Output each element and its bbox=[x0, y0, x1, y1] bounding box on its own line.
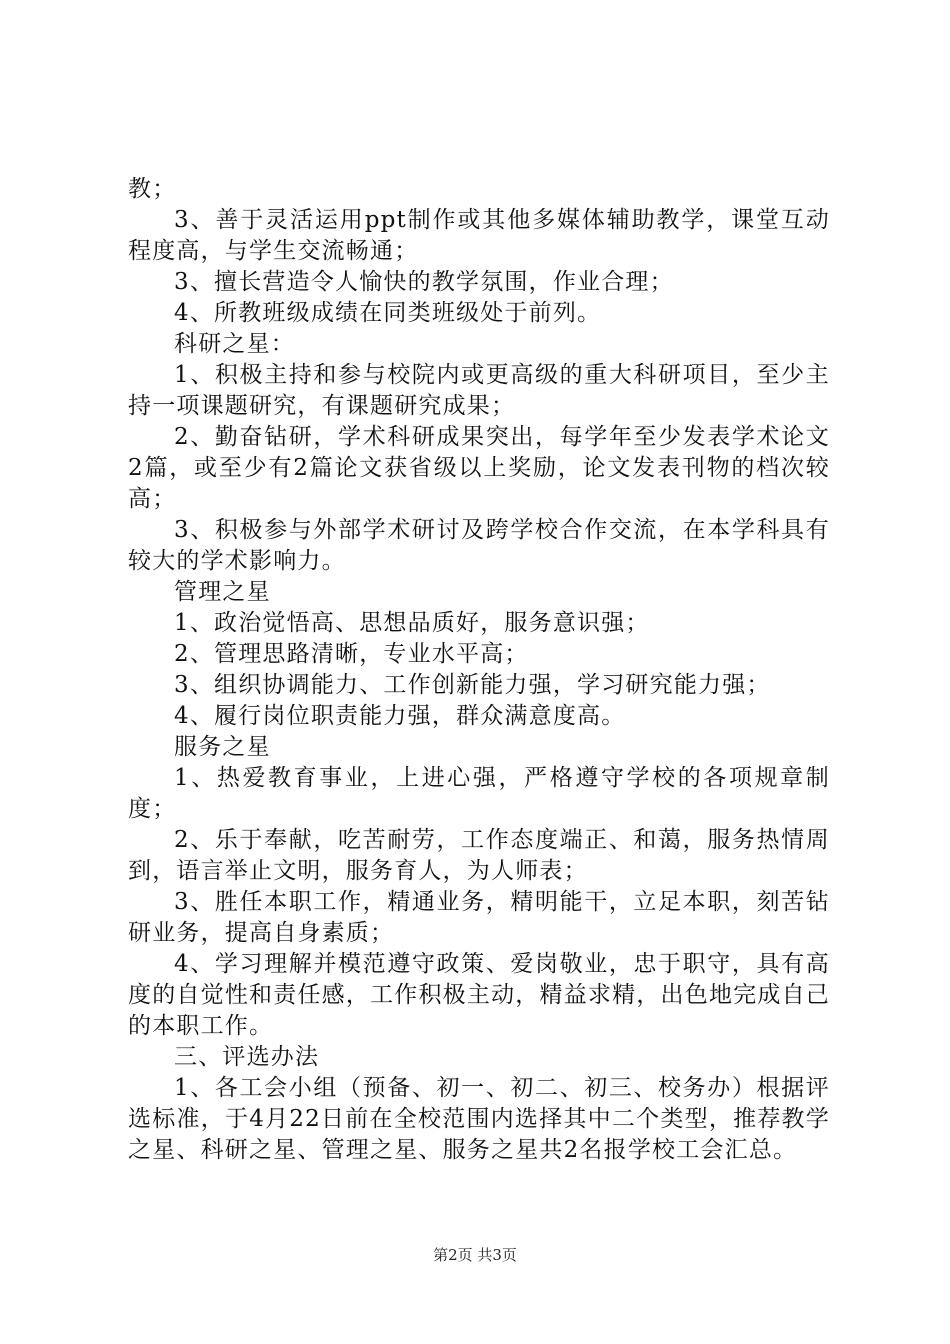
paragraph: 1、热爱教育事业，上进心强，严格遵守学校的各项规章制度； bbox=[128, 765, 830, 822]
paragraph: 4、学习理解并模范遵守政策、爱岗敬业，忠于职守，具有高度的自觉性和责任感，工作积极主动，精益求精，出色地完成自己的本职工作。 bbox=[128, 951, 830, 1039]
page-number-footer: 第2页 共3页 bbox=[433, 1246, 517, 1264]
section-heading-service-star: 服务之星 bbox=[174, 734, 271, 760]
paragraph: 3、擅长营造令人愉快的教学氛围，作业合理； bbox=[174, 269, 674, 295]
document-body bbox=[128, 174, 830, 1166]
paragraph: 2、乐于奉献，吃苦耐劳，工作态度端正、和蔼，服务热情周到，语言举止文明，服务育人，为人师表； bbox=[128, 827, 830, 884]
paragraph: 2、勤奋钻研，学术科研成果突出，每学年至少发表学术论文2篇，或至少有2篇论文获省级以上奖励，论文发表刊物的档次较高； bbox=[128, 424, 830, 512]
paragraph: 3、胜任本职工作，精通业务，精明能干，立足本职，刻苦钻研业务，提高自身素质； bbox=[128, 889, 830, 946]
paragraph: 4、所教班级成绩在同类班级处于前列。 bbox=[174, 300, 602, 326]
paragraph: 3、组织协调能力、工作创新能力强，学习研究能力强； bbox=[174, 672, 771, 698]
paragraph: 1、政治觉悟高、思想品质好，服务意识强； bbox=[174, 610, 650, 636]
paragraph: 3、善于灵活运用ppt制作或其他多媒体辅助教学，课堂互动程度高，与学生交流畅通； bbox=[128, 207, 830, 264]
section-heading-management-star: 管理之星 bbox=[174, 579, 271, 605]
section-heading-research-star: 科研之星： bbox=[174, 331, 295, 357]
paragraph: 3、积极参与外部学术研讨及跨学校合作交流，在本学科具有较大的学术影响力。 bbox=[128, 517, 830, 574]
paragraph: 2、管理思路清晰，专业水平高； bbox=[174, 641, 529, 667]
paragraph: 1、积极主持和参与校院内或更高级的重大科研项目，至少主持一项课题研究，有课题研究成果； bbox=[128, 362, 830, 419]
paragraph: 1、各工会小组（预备、初一、初二、初三、校务办）根据评选标准，于4月22日前在全校范围内选择其中二个类型，推荐教学之星、科研之星、管理之星、服务之星共2名报学校工会汇总。 bbox=[128, 1075, 830, 1163]
paragraph: 4、履行岗位职责能力强，群众满意度高。 bbox=[174, 703, 626, 729]
section-heading-selection-method: 三、评选办法 bbox=[174, 1044, 320, 1070]
paragraph: 教； bbox=[128, 176, 177, 202]
